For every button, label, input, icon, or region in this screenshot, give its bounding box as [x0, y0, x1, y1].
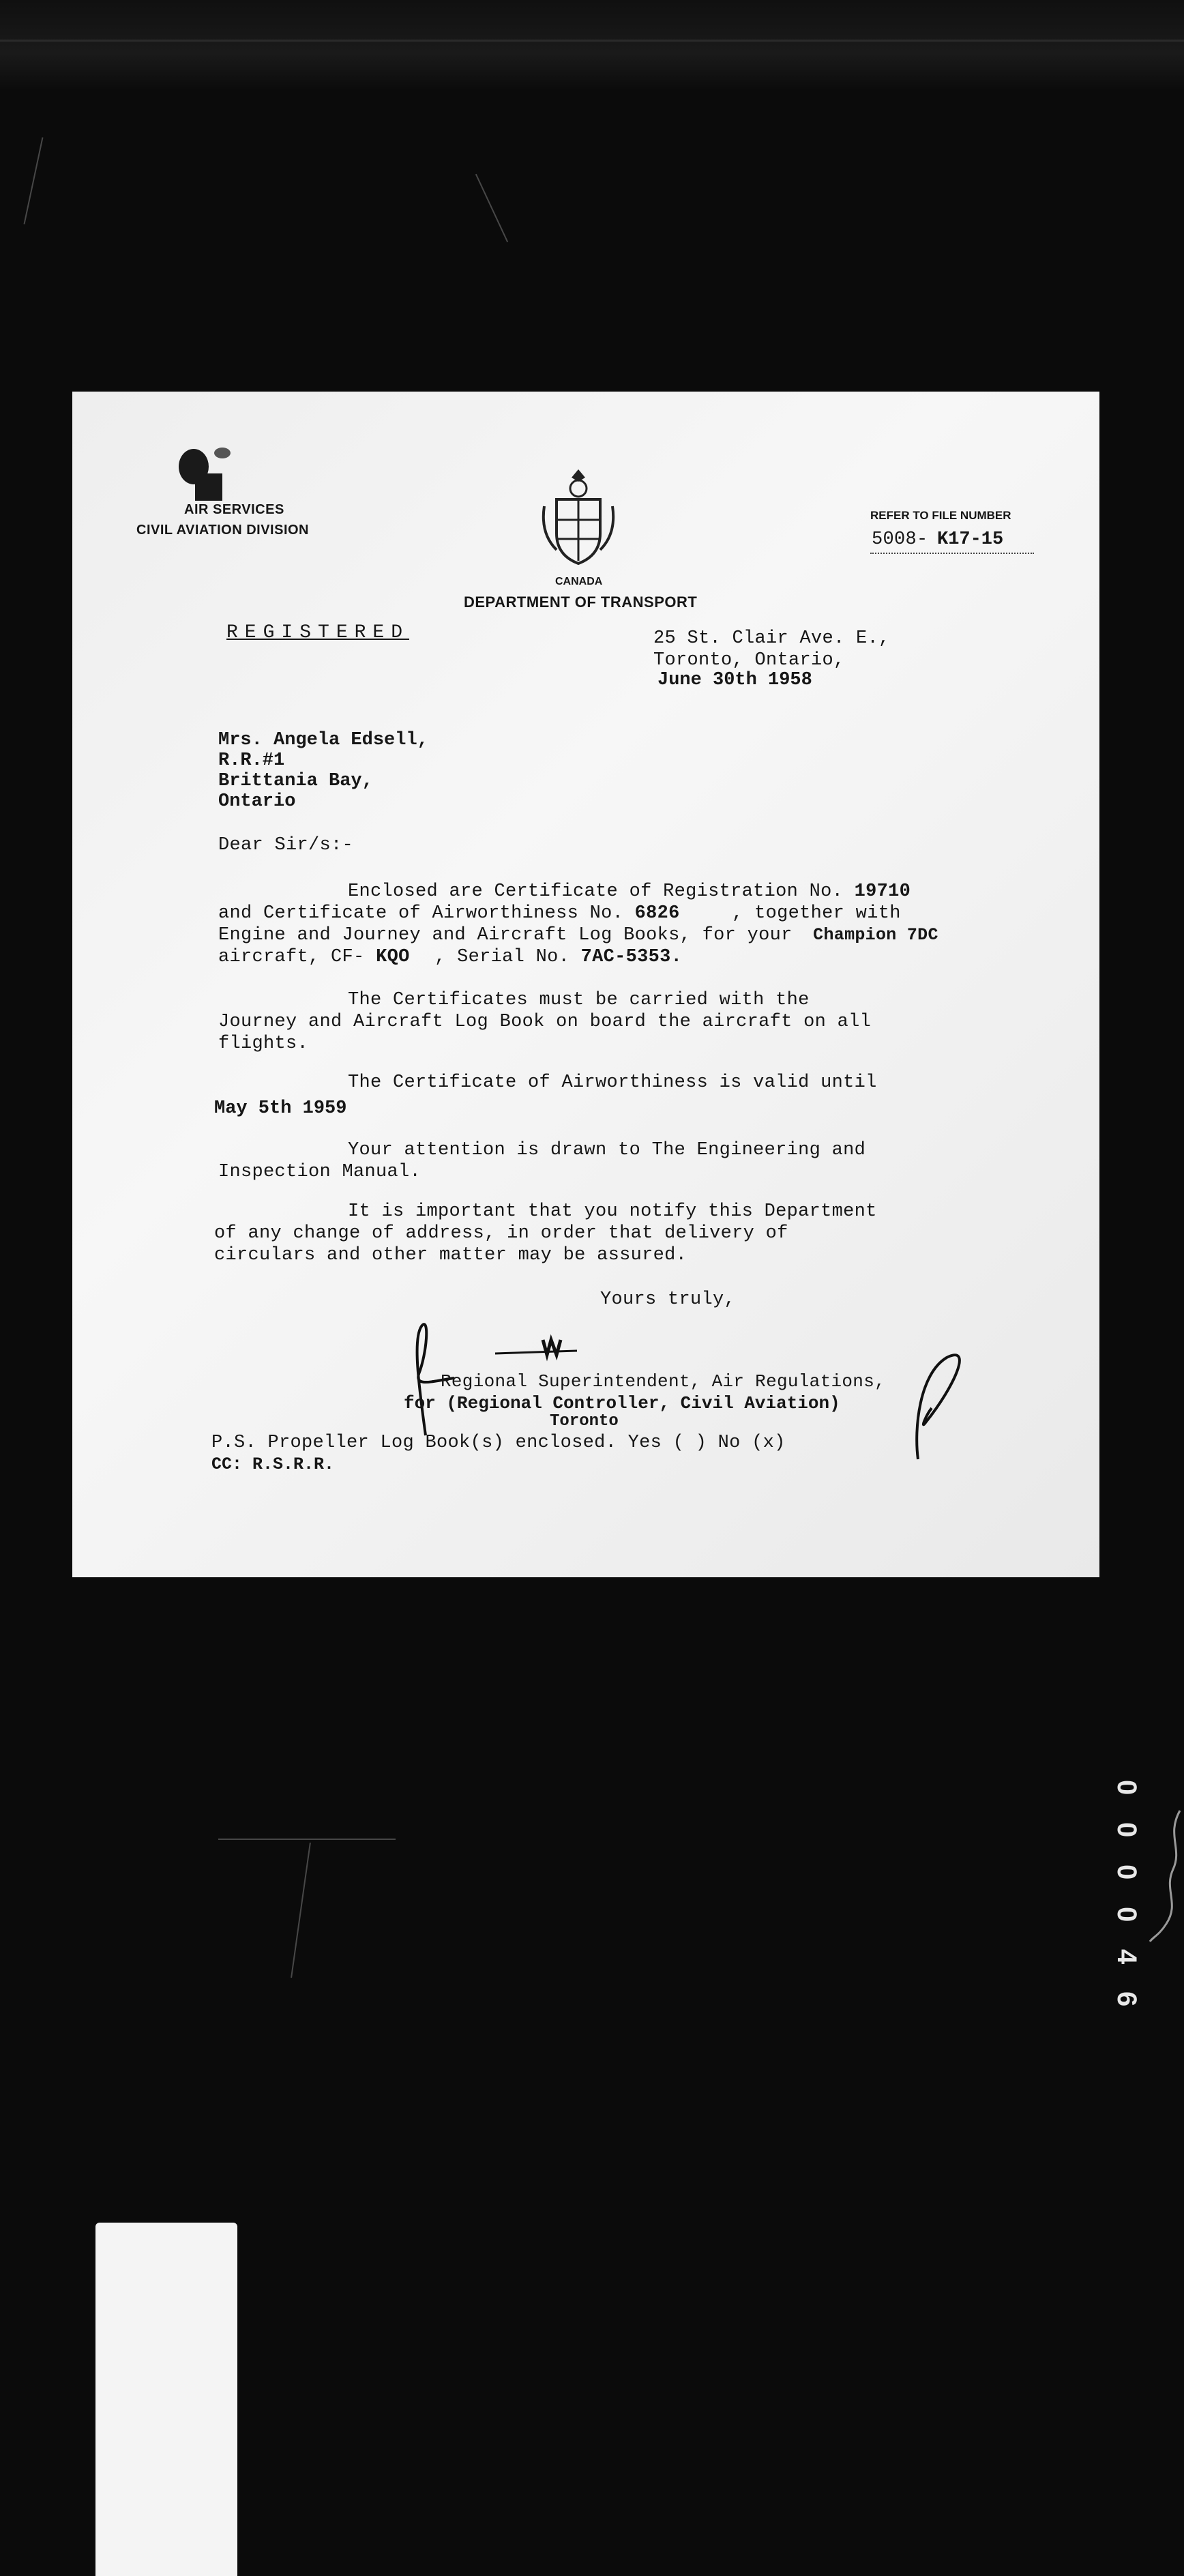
paragraph-1-line	[348, 881, 911, 902]
paragraph-4	[218, 1139, 865, 1183]
closing: Yours truly,	[600, 1289, 736, 1310]
signatory-for-line: for (Regional Controller, Civil Aviation)	[404, 1393, 840, 1414]
paragraph-2	[218, 989, 871, 1055]
paragraph-line: It is important that you notify this Department	[348, 1201, 877, 1222]
frame-number-digit: 0	[1112, 1780, 1142, 1796]
frame-number-digit: 0	[1112, 1864, 1142, 1880]
film-scratch	[24, 137, 44, 224]
paragraph-line: circulars and other matter may be assured.	[214, 1245, 687, 1265]
salutation: Dear Sir/s:-	[218, 835, 354, 855]
valid-until-date: May 5th 1959	[214, 1098, 347, 1119]
signatory-city: Toronto	[550, 1412, 619, 1431]
air-services-heading: AIR SERVICES	[184, 502, 284, 517]
handwritten-initial-mark	[899, 1347, 981, 1463]
canada-label: CANADA	[555, 576, 603, 587]
recipient-line: R.R.#1	[218, 750, 285, 771]
paragraph-line: Inspection Manual.	[218, 1162, 421, 1182]
film-scratch	[475, 174, 508, 243]
recipient-block	[218, 730, 428, 812]
registered-mark: REGISTERED	[226, 622, 410, 643]
letter-page	[72, 392, 1099, 1577]
aircraft-type: Champion 7DC	[813, 925, 938, 945]
recipient-line: Ontario	[218, 791, 296, 812]
airworthiness-number: 6826	[634, 903, 680, 924]
frame-number-digit: 6	[1112, 1991, 1142, 2007]
film-scratch	[218, 1839, 396, 1840]
text: , together with	[732, 903, 901, 924]
serial-number: 7AC-5353.	[580, 947, 683, 967]
paragraph-line: Your attention is drawn to The Engineering and	[348, 1140, 866, 1160]
paragraph-1-line	[218, 925, 938, 946]
text: Enclosed are Certificate of Registration No.	[348, 881, 844, 902]
film-scratch	[291, 1843, 311, 1978]
letter-date: June 30th 1958	[657, 670, 812, 690]
address-line: 25 St. Clair Ave. E.,	[653, 628, 890, 649]
coat-of-arms-emblem	[537, 465, 619, 568]
registration-number: 19710	[854, 881, 911, 902]
film-strip-top	[0, 0, 1184, 89]
paragraph-3: The Certificate of Airworthiness is valid until	[348, 1072, 877, 1093]
department-heading: DEPARTMENT OF TRANSPORT	[464, 594, 698, 611]
sender-address	[653, 628, 890, 671]
paragraph-1-line	[218, 903, 901, 924]
text: and Certificate of Airworthiness No.	[218, 903, 624, 924]
recipient-line: Brittania Bay,	[218, 771, 373, 791]
refer-to-file-label: REFER TO FILE NUMBER	[870, 509, 1011, 522]
address-line: Toronto, Ontario,	[653, 650, 845, 671]
frame-number-digit: 0	[1112, 1907, 1142, 1922]
frame-number-digit: 0	[1112, 1822, 1142, 1838]
paragraph-5	[214, 1201, 877, 1266]
carbon-copy-line: CC: R.S.R.R.	[211, 1454, 335, 1474]
aircraft-registration-mark: KQO	[376, 947, 410, 967]
recipient-line: Mrs. Angela Edsell,	[218, 730, 428, 750]
film-leader-blank	[95, 2223, 237, 2576]
signatory-title: Regional Superintendent, Air Regulations,	[441, 1371, 886, 1392]
text: Engine and Journey and Aircraft Log Books, for your	[218, 925, 793, 946]
file-number-field	[870, 528, 1034, 554]
division-heading: CIVIL AVIATION DIVISION	[136, 523, 310, 538]
paragraph-line: Journey and Aircraft Log Book on board the aircraft on all	[218, 1012, 872, 1032]
film-edge-line	[0, 40, 1184, 42]
paragraph-1-line	[218, 947, 682, 967]
text: aircraft, CF-	[218, 947, 365, 967]
film-scratch-squiggle	[1132, 1808, 1184, 1944]
frame-number-digit: 4	[1112, 1949, 1142, 1965]
paragraph-line: of any change of address, in order that delivery of	[214, 1223, 788, 1244]
file-number-stamp: K17-15	[937, 529, 1004, 550]
text: , Serial No.	[434, 947, 570, 967]
paragraph-line: The Certificates must be carried with the	[348, 990, 810, 1010]
paragraph-line: flights.	[218, 1034, 309, 1054]
postscript: P.S. Propeller Log Book(s) enclosed. Yes ( ) No (x)	[211, 1433, 786, 1453]
file-number-typed: 5008-	[872, 529, 928, 550]
